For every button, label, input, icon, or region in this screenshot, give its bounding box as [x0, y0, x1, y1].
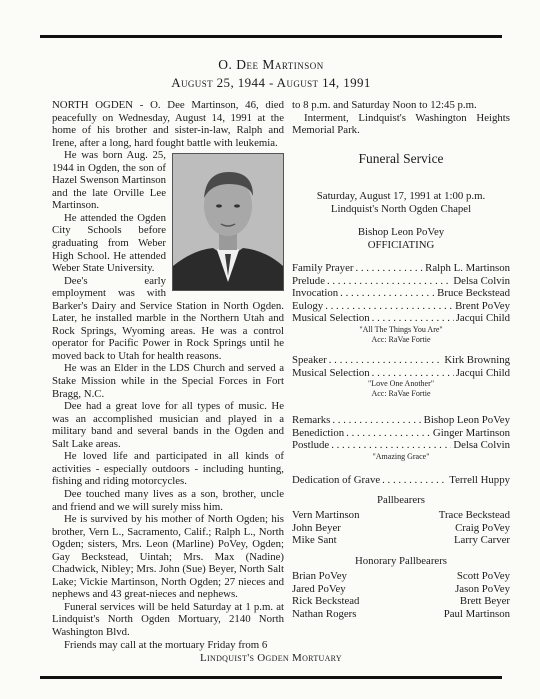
dedication	[292, 474, 510, 487]
program-row	[292, 474, 510, 487]
leader-dots	[372, 367, 454, 380]
program-row	[292, 367, 510, 380]
program-row	[292, 275, 510, 288]
program-person: Bishop Leon PoVey	[423, 414, 510, 426]
leader-dots	[372, 312, 454, 325]
program-row	[292, 300, 510, 313]
program-role: Speaker	[292, 354, 327, 366]
program-role: Musical Selection	[292, 312, 370, 324]
program-list-3	[292, 414, 510, 462]
obituary-paragraph: NORTH OGDEN - O. Dee Martinson, 46, died peacefully on Wednesday, August 14, 1991 at the home of his brother and sister-in-law, Ralph and Irene, after a long, hard fought battle with leukemia.	[52, 99, 284, 149]
program-person: Ginger Martinson	[432, 426, 510, 439]
portrait-photo	[172, 153, 284, 291]
program-person: Ralph L. Martinson	[425, 262, 510, 274]
bottom-rule	[40, 676, 502, 679]
officiant-block	[292, 226, 510, 251]
mortuary-name: Lindquist's Ogden Mortuary	[200, 652, 342, 664]
pallbearers-heading: Pallbearers	[377, 494, 425, 506]
obituary-paragraph: He attended the Ogden City Schools before graduating from Weber High School. He attended Weber State University.	[52, 211, 166, 275]
honorary-name: Jason PoVey	[455, 582, 510, 595]
song-accompanist: Acc: RaVae Fortie	[371, 389, 431, 398]
program-person: Delsa Colvin	[453, 439, 510, 451]
program-person: Bruce Beckstead	[437, 287, 510, 299]
program-person: Delsa Colvin	[453, 274, 510, 287]
service-title: Funeral Service	[358, 151, 444, 166]
obituary-paragraph: Dee's early employment was with Barker's Dairy and Service Station in North Ogden. Later, he installed marble in the Northern Utah and Rock Springs, Wyoming areas. He was a control operator for Pacific Power in Rock Springs until he moved back to Utah for health reasons.	[52, 274, 284, 362]
honorary-row	[292, 608, 510, 621]
service-location: Lindquist's North Ogden Chapel	[330, 202, 472, 215]
officiant-name: Bishop Leon PoVey	[357, 226, 445, 238]
obituary-paragraph: Dee touched many lives as a son, brother, uncle and friend and we will surely miss him.	[52, 487, 284, 513]
pallbearer-row	[292, 534, 510, 547]
honorary-row	[292, 595, 510, 608]
program-row	[292, 312, 510, 325]
officiating-label: OFFICIATING	[367, 238, 435, 251]
honorary-name: Paul Martinson	[443, 607, 510, 620]
pallbearer-name: Larry Carver	[453, 534, 510, 546]
obituary-paragraph: He was born Aug. 25, 1944 in Ogden, the son of Hazel Swenson Martinson and the late Orville Lee Martinson.	[52, 149, 166, 212]
obituary-paragraph: He is survived by his mother of North Ogden; his brother, Vern L., Sacramento, Calif.; Ralph L., North Ogden; sisters, Mrs. Leon (Marline) PoVey, Ogden; Gay Beckstead, Uintah; Mrs. Max (Nadine) Chadwick, Nibley; Mrs. John (Sue) Beyer, North Salt Lake; Vickie Martinson, North Ogden; 27 nieces and nephews and 43 great-nieces and nephews.	[52, 513, 284, 601]
pallbearer-row	[292, 522, 510, 535]
honorary-list	[292, 570, 510, 620]
visitation-continued: to 8 p.m. and Saturday Noon to 12:45 p.m.	[292, 99, 477, 111]
obituary-paragraph: Funeral services will be held Saturday at 1 p.m. at Lindquist's North Ogden Mortuary, 2140 North Washington Blvd.	[52, 600, 284, 638]
deceased-name: O. Dee Martinson	[218, 57, 324, 72]
program-person: Jacqui Child	[455, 366, 510, 379]
honorary-name: Nathan Rogers	[292, 607, 357, 620]
honorary-name: Jared PoVey	[292, 582, 346, 595]
program-row	[292, 262, 510, 275]
life-dates: August 25, 1944 - August 14, 1991	[171, 75, 371, 90]
leader-dots	[325, 300, 453, 313]
pallbearer-name: Vern Martinson	[292, 509, 360, 521]
pallbearer-row	[292, 509, 510, 522]
page-heading	[40, 57, 502, 91]
program-role: Eulogy	[292, 299, 324, 312]
program-person: Terrell Huppy	[449, 474, 510, 486]
program-row	[292, 287, 510, 300]
leader-dots	[331, 439, 451, 452]
obituary-paragraph: He loved life and participated in all kinds of activities - especially outdoors - including hunting, fishing and riding motorcycles.	[52, 450, 284, 488]
leader-dots	[346, 427, 431, 440]
program-role: Invocation	[292, 287, 339, 299]
pallbearer-name: Mike Sant	[292, 534, 337, 546]
honorary-name: Scott PoVey	[456, 570, 510, 582]
program-person: Jacqui Child	[455, 312, 510, 324]
program-role: Prelude	[292, 274, 325, 287]
program-role: Postlude	[292, 439, 330, 451]
honorary-name: Rick Beckstead	[292, 595, 360, 607]
leader-dots	[327, 275, 451, 288]
program-row	[292, 427, 510, 440]
service-date: Saturday, August 17, 1991 at 1:00 p.m.	[316, 190, 486, 202]
top-rule	[40, 35, 502, 38]
interment-text: Interment, Lindquist's Washington Heights Memorial Park.	[292, 111, 510, 137]
pallbearer-name: John Beyer	[292, 521, 341, 534]
leader-dots	[382, 474, 447, 487]
pallbearer-name: Craig PoVey	[455, 521, 510, 534]
song-title: "All The Things You Are"	[359, 324, 443, 334]
leader-dots	[332, 414, 421, 427]
leader-dots	[340, 287, 435, 300]
obituary-paragraph: He was an Elder in the LDS Church and served a Stake Mission while in the Special Forces in Fort Bragg, N.C.	[52, 362, 284, 400]
program-role: Family Prayer	[292, 262, 354, 274]
honorary-name: Brett Beyer	[459, 595, 510, 607]
program-row	[292, 414, 510, 427]
honorary-name: Brian PoVey	[292, 570, 347, 582]
obituary-paragraph: Friends may call at the mortuary Friday from 6	[64, 638, 268, 651]
obituary-paragraph: Dee had a great love for all types of music. He was an accomplished musician and played in a military band and several bands in the Ogden and Salt Lake areas.	[52, 400, 284, 450]
song-accompanist: Acc: RaVae Fortie	[371, 334, 431, 344]
program-role: Benediction	[292, 426, 345, 439]
program-role: Remarks	[292, 414, 331, 426]
honorary-heading: Honorary Pallbearers	[354, 555, 448, 567]
program-person: Kirk Browning	[444, 354, 510, 366]
honorary-row	[292, 570, 510, 583]
program-row	[292, 354, 510, 367]
program-row	[292, 439, 510, 452]
program-role: Dedication of Grave	[292, 474, 381, 486]
program-list-2	[292, 354, 510, 399]
song-title: "Amazing Grace"	[372, 451, 430, 461]
honorary-row	[292, 583, 510, 596]
program-list-1	[292, 262, 510, 345]
leader-dots	[355, 262, 423, 275]
program-person: Brent PoVey	[455, 299, 510, 312]
obituary-continued	[292, 99, 510, 137]
pallbearer-name: Trace Beckstead	[438, 509, 510, 521]
program-role: Musical Selection	[292, 366, 370, 379]
leader-dots	[329, 354, 443, 367]
song-title: "Love One Another"	[367, 379, 435, 388]
pallbearers-list	[292, 509, 510, 547]
obituary-column	[52, 99, 284, 651]
service-date-block	[292, 190, 510, 215]
